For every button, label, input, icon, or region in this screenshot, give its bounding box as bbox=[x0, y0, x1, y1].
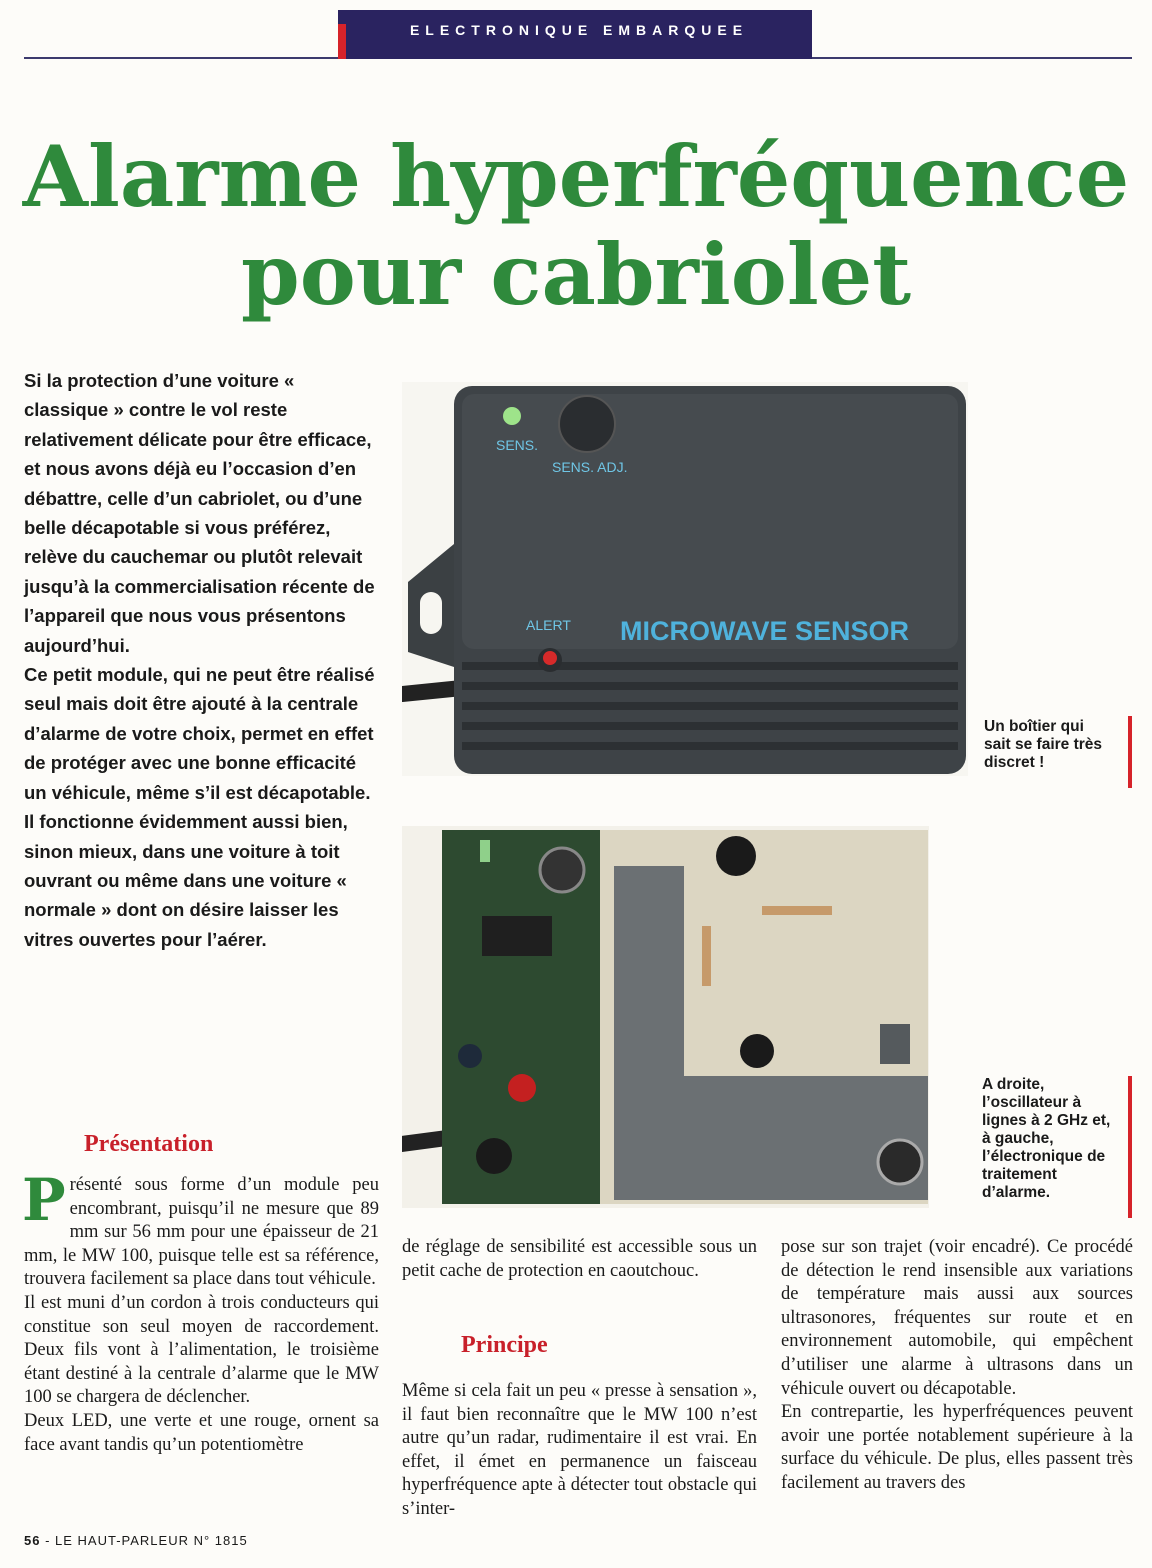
presentation-paragraph-2: Il est muni d’un cordon à trois conducteurs qui constitue son seul moyen de raccordement. Deux fils vont à l’alimentation, le troisième étant destiné à la centrale d’alarme que le MW 100 se chargera de déclencher. bbox=[24, 1292, 379, 1408]
principe-paragraph-1: Même si cela fait un peu « presse à sensation », il faut bien reconnaître que le MW 100 n’est autre qu’un radar, rudimentaire il est vrai. En effet, il émet en permanence un faisceau hyperfréquence apte à détecter tout obstacle qui s’inter- bbox=[402, 1381, 757, 1519]
section-tab-accent bbox=[338, 24, 346, 59]
intro-paragraph-2: Ce petit module, qui ne peut être réalisé seul mais doit être ajouté à la centrale d’alarme de votre choix, permet en effet de protéger avec une bonne efficacité un véhicule, même s’il est décapotable. Il fonctionne évidemment aussi bien, sinon mieux, dans une voiture à toit ouvrant ou même dans une voiture « normale » dont on désire laisser les vitres ouvertes pour l’aérer. bbox=[24, 664, 375, 950]
photo-circuit-board bbox=[402, 826, 929, 1208]
page-footer bbox=[24, 1533, 248, 1548]
section-heading-presentation: Présentation bbox=[84, 1131, 214, 1157]
column-3-text bbox=[781, 1236, 1133, 1496]
section-label: ELECTRONIQUE EMBARQUEE bbox=[409, 22, 749, 38]
caption-accent-bar bbox=[1128, 1076, 1132, 1218]
column-3-paragraph-2: En contrepartie, les hyperfréquences peuvent avoir une portée notablement supérieure à la surface du véhicule. De plus, elles passent très facilement au travers des bbox=[781, 1402, 1133, 1493]
column-3-paragraph-1: pose sur son trajet (voir encadré). Ce procédé de détection le rend insensible aux variations de température mais aussi aux sources ultrasonores, fréquentes sur route et en environnement automobile, qui empêchent d’utiliser une alarme à ultrasons dans un véhicule ouvert ou décapotable. bbox=[781, 1237, 1133, 1399]
brand-label: MICROWAVE SENSOR bbox=[620, 616, 910, 646]
photo-sensor-box bbox=[402, 382, 968, 776]
led-label-sens: SENS. bbox=[496, 437, 539, 453]
column-1-text bbox=[22, 1166, 379, 1457]
knob-label-sens-adj: SENS. ADJ. bbox=[552, 459, 628, 475]
presentation-paragraph-3: Deux LED, une verte et une rouge, ornent sa face avant tandis qu’un potentiomètre bbox=[24, 1410, 379, 1455]
presentation-paragraph-1: Présenté sous forme d’un module peu encombrant, puisqu’il ne mesure que 89 mm sur 56 mm pour une épaisseur de 21 mm, le MW 100, puisque telle est sa référence, trouvera facilement sa place dans tout véhicule. bbox=[22, 1166, 379, 1290]
page-number: 56 bbox=[24, 1533, 41, 1548]
publication-name: - LE HAUT-PARLEUR N° 1815 bbox=[40, 1533, 248, 1548]
caption-accent-bar bbox=[1128, 716, 1132, 788]
title-line-2: pour cabriolet bbox=[241, 225, 911, 324]
column-2-paragraph-1: de réglage de sensibilité est accessible sous un petit cache de protection en caoutchouc. bbox=[402, 1237, 757, 1281]
section-heading-principe: Principe bbox=[461, 1332, 548, 1358]
title-line-1: Alarme hyperfréquence bbox=[22, 127, 1130, 226]
drop-cap: P bbox=[22, 1166, 66, 1234]
column-2-text-top bbox=[402, 1236, 757, 1283]
column-2-text-bottom bbox=[402, 1380, 757, 1522]
intro-paragraph-1: Si la protection d’une voiture « classique » contre le vol reste relativement délicate pour être efficace, et nous avons déjà eu l’occasion d’en débattre, celle d’un cabriolet, ou d’une belle décapotable si vous préférez, relève du cauchemar ou plutôt relevait jusqu’à la commercialisation récente de l’appareil que nous vous présentons aujourd’hui. bbox=[24, 370, 375, 656]
sensor-box-illustration bbox=[402, 382, 968, 776]
led-label-alert: ALERT bbox=[526, 617, 571, 633]
photo-1-caption: Un boîtier qui sait se faire très discret ! bbox=[984, 718, 1103, 771]
circuit-board-illustration bbox=[402, 826, 929, 1208]
article-intro bbox=[24, 366, 379, 954]
photo-2-caption: A droite, l’oscillateur à lignes à 2 GHz et, à gauche, l’électronique de traitement d’alarme. bbox=[982, 1076, 1111, 1201]
article-title bbox=[0, 128, 1152, 324]
